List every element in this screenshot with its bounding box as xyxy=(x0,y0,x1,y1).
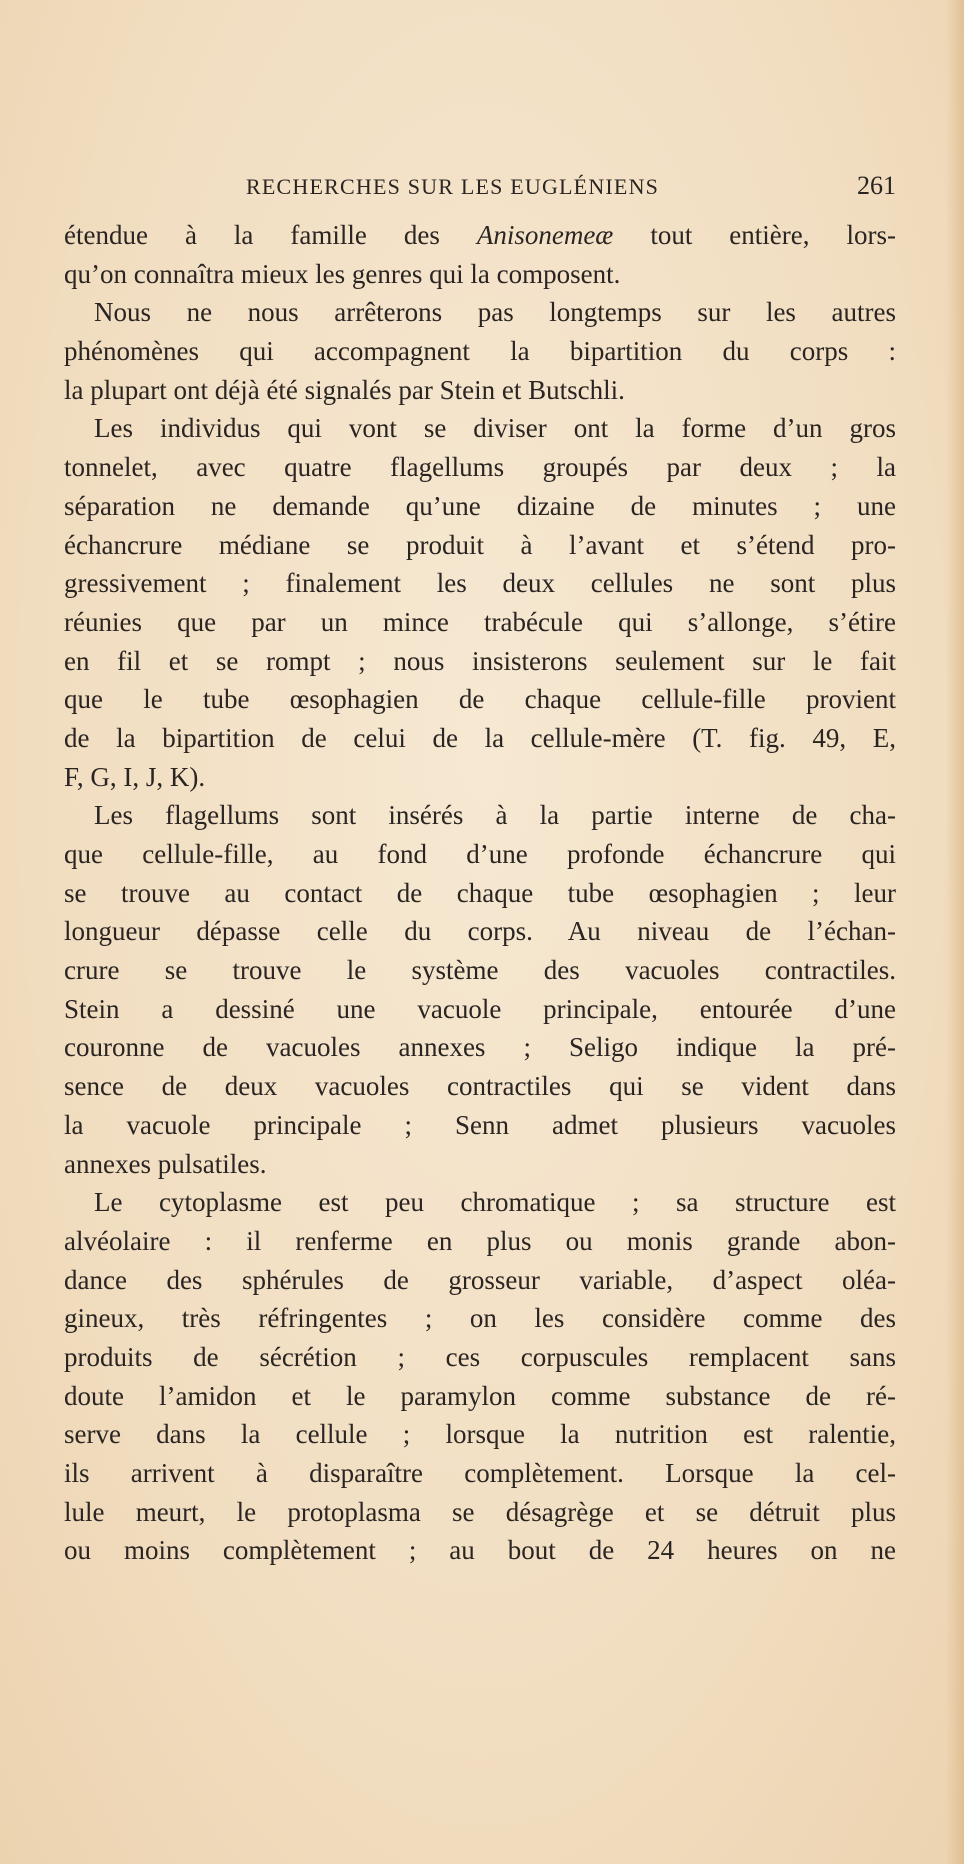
text-line: se trouve au contact de chaque tube œsophagien ; leur xyxy=(64,877,896,908)
text-line: que le tube œsophagien de chaque cellule-fille provient xyxy=(64,684,896,715)
text-line: ou moins complètement ; au bout de 24 heures on ne xyxy=(64,1535,896,1566)
text-line: Stein a dessiné une vacuole principale, entourée d’une xyxy=(64,993,896,1024)
genus-name: Anisonemeæ xyxy=(476,220,614,250)
text-line: F, G, I, J, K). xyxy=(64,761,206,792)
text-line: alvéolaire : il renferme en plus ou monis grande abon- xyxy=(64,1225,896,1256)
text-line: étendue à la famille des Anisonemeæ tout entière, lors- xyxy=(64,220,896,250)
text-line: dance des sphérules de grosseur variable, d’aspect oléa- xyxy=(64,1264,896,1295)
text-line: crure se trouve le système des vacuoles contractiles. xyxy=(64,955,896,986)
text-line: réunies que par un mince trabécule qui s’allonge, s’étire xyxy=(64,606,896,637)
page-edge-shading xyxy=(946,0,964,1864)
text-line: la plupart ont déjà été signalés par Stein et Butschli. xyxy=(64,374,625,405)
text-line: que cellule-fille, au fond d’une profonde échancrure qui xyxy=(64,839,896,869)
text-line: échancrure médiane se produit à l’avant et s’étend pro- xyxy=(64,529,896,560)
text-line: lule meurt, le protoplasma se désagrège et se détruit plus xyxy=(64,1496,896,1527)
text-line: phénomènes qui accompagnent la bipartition du corps : xyxy=(64,336,896,367)
text-line: séparation ne demande qu’une dizaine de minutes ; une xyxy=(64,490,896,521)
text-line: en fil et se rompt ; nous insisterons seulement sur le fait xyxy=(64,645,896,676)
paragraph-start-line: Les flagellums sont insérés à la partie interne de cha- xyxy=(94,800,896,831)
page-header xyxy=(64,171,896,206)
paragraph-start-line: Nous ne nous arrêterons pas longtemps sur les autres xyxy=(94,297,896,328)
text-line: couronne de vacuoles annexes ; Seligo indique la pré- xyxy=(64,1032,896,1063)
text-line: sence de deux vacuoles contractiles qui se vident dans xyxy=(64,1071,896,1102)
text-line: gineux, très réfringentes ; on les considère comme des xyxy=(64,1303,896,1334)
text-line: serve dans la cellule ; lorsque la nutrition est ralentie, xyxy=(64,1419,896,1450)
text-line: la vacuole principale ; Senn admet plusieurs vacuoles xyxy=(64,1109,896,1140)
text-line: ils arrivent à disparaître complètement. Lorsque la cel- xyxy=(64,1458,896,1488)
paragraph-start-line: Le cytoplasme est peu chromatique ; sa structure est xyxy=(94,1187,896,1218)
body-text xyxy=(64,216,896,1570)
text-line: annexes pulsatiles. xyxy=(64,1148,267,1179)
text-line: qu’on connaîtra mieux les genres qui la composent. xyxy=(64,258,621,289)
text-line: de la bipartition de celui de la cellule-mère (T. fig. 49, E, xyxy=(64,722,896,753)
text-line: doute l’amidon et le paramylon comme substance de ré- xyxy=(64,1380,896,1411)
text-line: tonnelet, avec quatre flagellums groupés par deux ; la xyxy=(64,452,896,483)
paragraph-start-line: Les individus qui vont se diviser ont la forme d’un gros xyxy=(94,413,896,444)
text-line: longueur dépasse celle du corps. Au niveau de l’échan- xyxy=(64,916,896,947)
text-line: gressivement ; finalement les deux cellules ne sont plus xyxy=(64,568,896,599)
text-line: produits de sécrétion ; ces corpuscules remplacent sans xyxy=(64,1341,896,1372)
running-title: RECHERCHES SUR LES EUGLÉNIENS xyxy=(246,174,660,199)
page-number: 261 xyxy=(857,171,896,200)
